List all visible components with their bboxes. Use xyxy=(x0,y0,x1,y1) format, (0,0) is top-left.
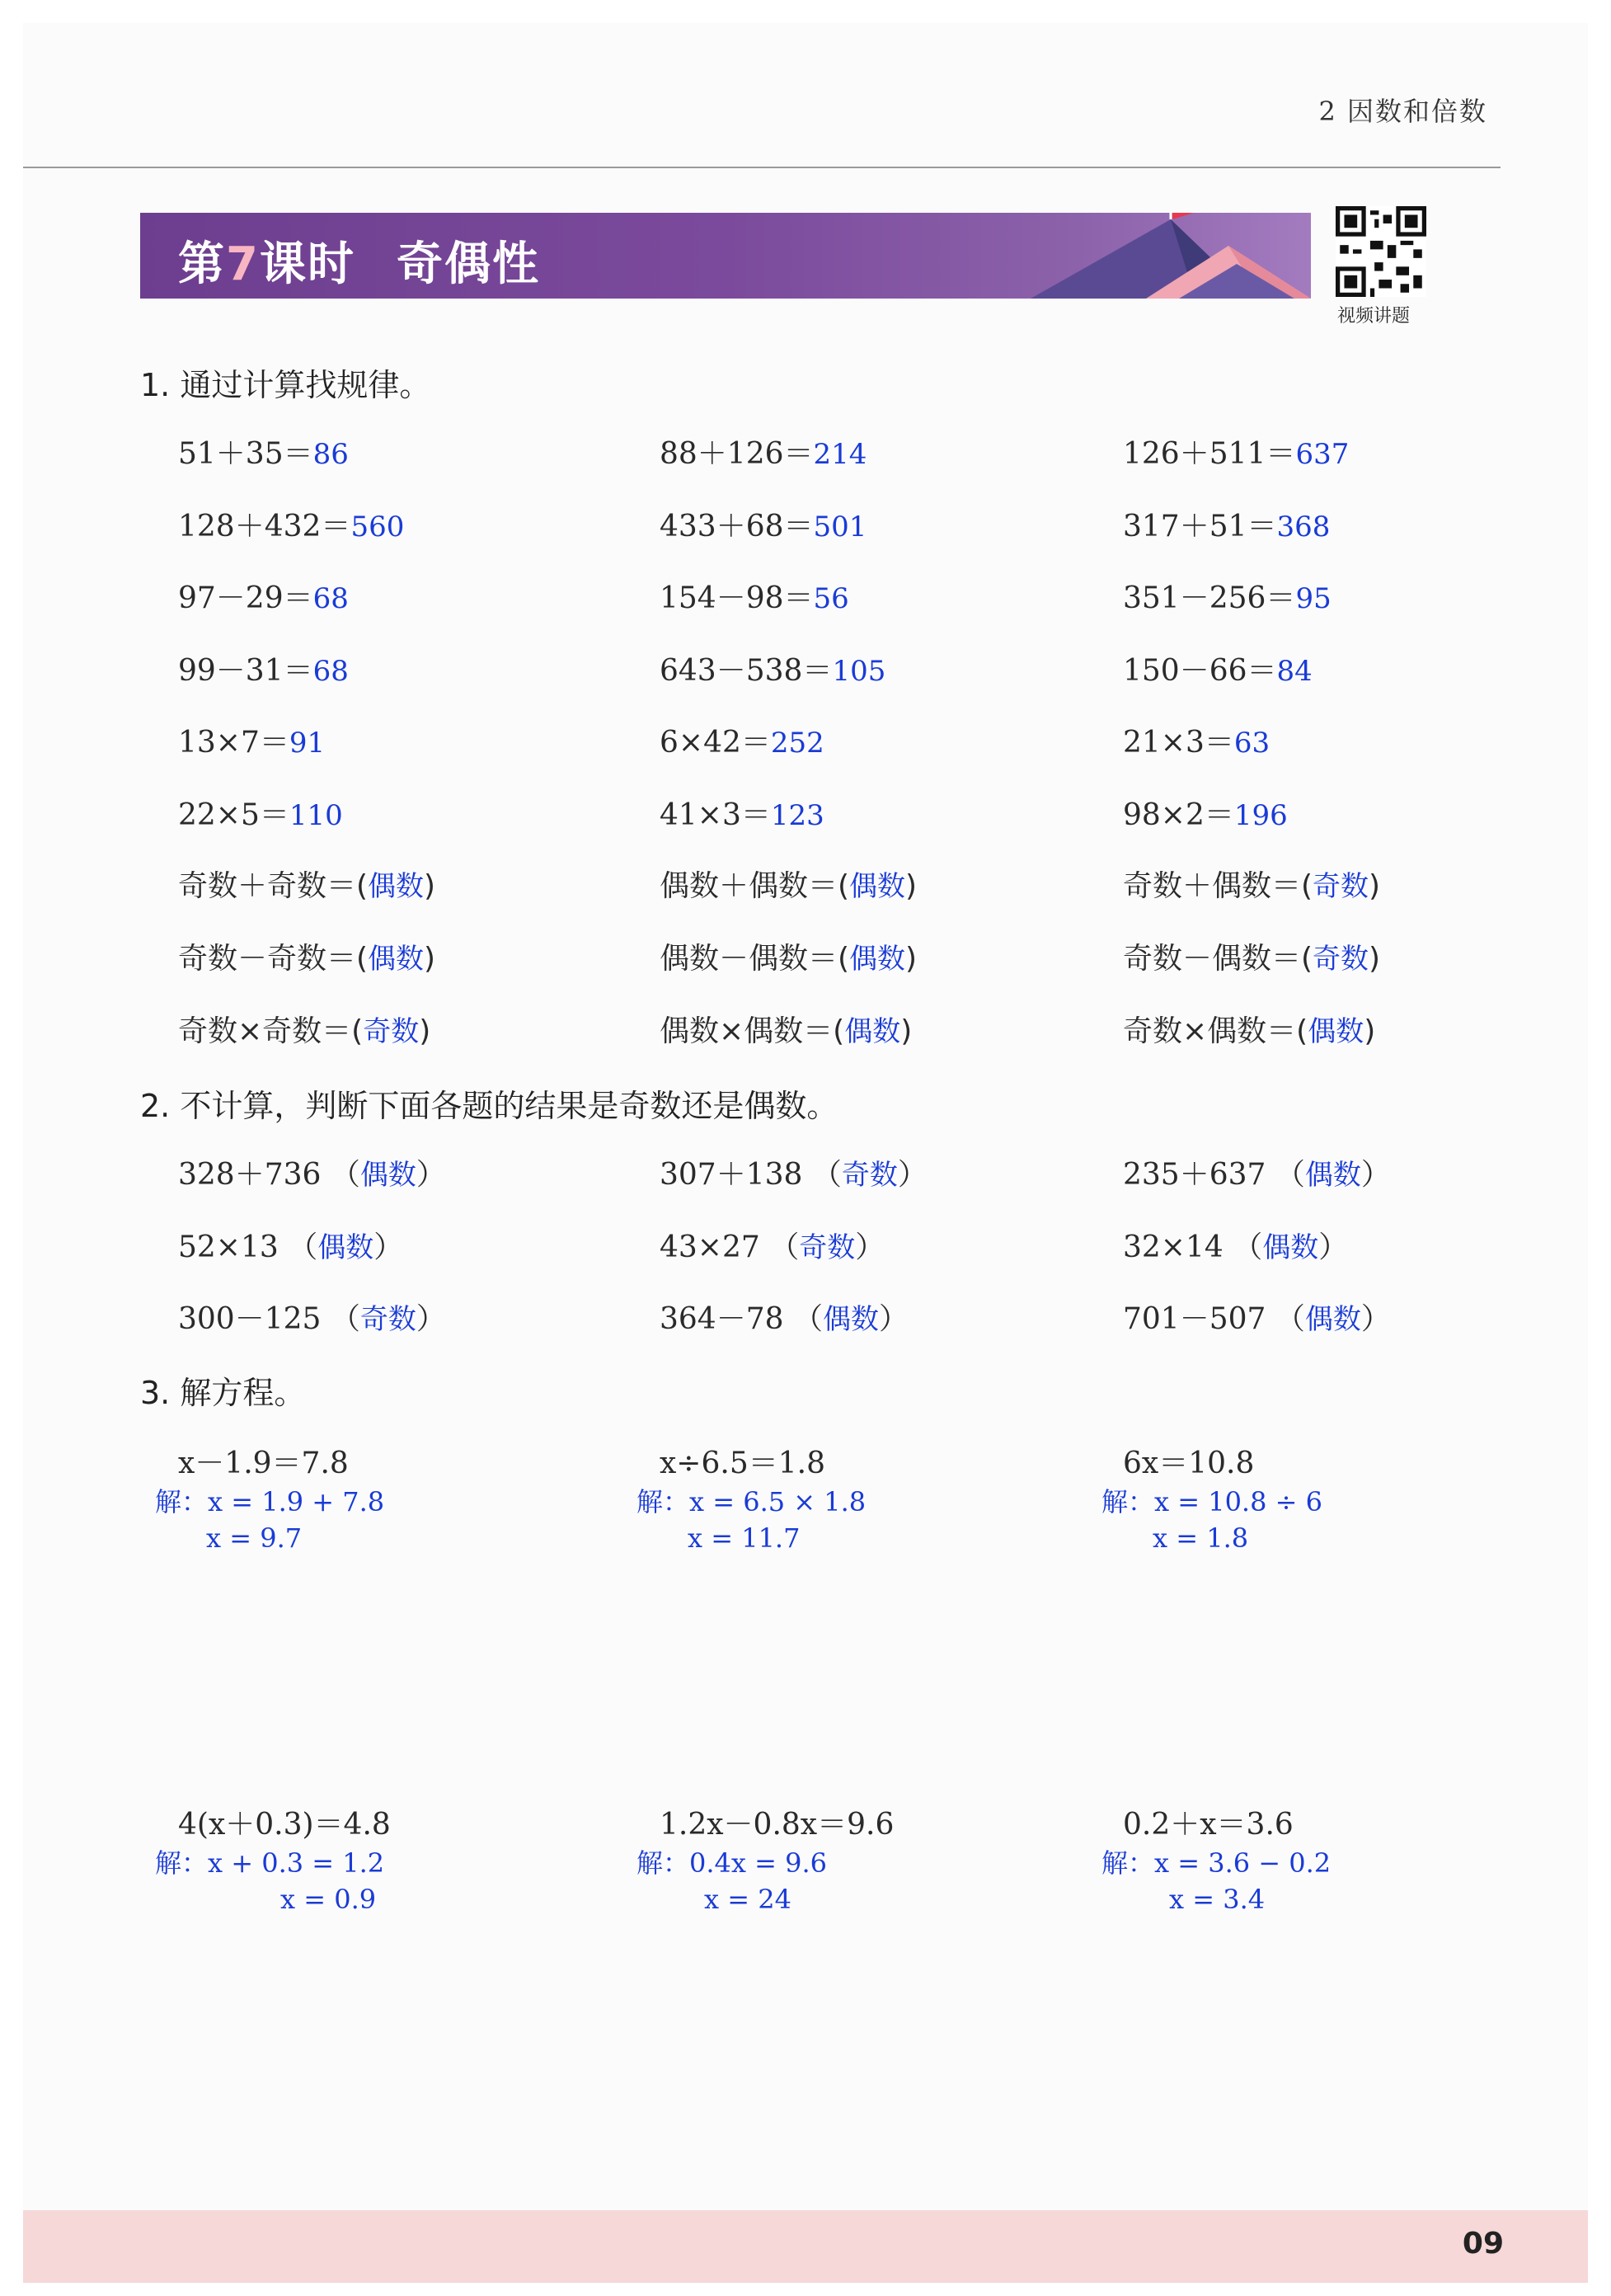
closing-bracket: ） xyxy=(1360,1158,1391,1192)
problem-item xyxy=(660,1296,909,1338)
closing-bracket: ) xyxy=(424,942,436,976)
problem-item xyxy=(660,503,867,545)
closing-bracket: ) xyxy=(1364,1014,1376,1048)
handwritten-answer: 368 xyxy=(1276,510,1331,543)
handwritten-answer: 偶数 xyxy=(317,1230,374,1264)
problem-expression: 433＋68＝ xyxy=(660,509,814,543)
solution-step-1: 解：x = 10.8 ÷ 6 xyxy=(1101,1486,1322,1517)
solution-step-1: 解：x = 6.5 × 1.8 xyxy=(636,1486,867,1517)
solution-step-1: 解：x = 1.9 + 7.8 xyxy=(155,1486,385,1517)
mountain-flag-icon xyxy=(981,213,1311,299)
handwritten-answer: 214 xyxy=(813,438,867,471)
closing-bracket: ) xyxy=(419,1014,431,1048)
closing-bracket: ） xyxy=(373,1230,404,1264)
handwritten-answer: 偶数 xyxy=(849,943,906,976)
closing-bracket: ） xyxy=(855,1230,885,1264)
problem-item xyxy=(1123,575,1332,617)
handwritten-answer: 奇数 xyxy=(1313,943,1369,976)
qr-label: 视频讲题 xyxy=(1337,306,1411,327)
problem-item xyxy=(1123,1151,1391,1193)
problem-item xyxy=(1123,863,1380,905)
problem-expression: 328＋736 （ xyxy=(178,1158,360,1192)
problem-item xyxy=(1123,1224,1348,1266)
handwritten-answer: 奇数 xyxy=(799,1230,856,1264)
closing-bracket: ） xyxy=(416,1302,446,1336)
problem-item xyxy=(178,503,404,545)
problem-item xyxy=(178,935,435,977)
problem-item xyxy=(178,430,349,473)
closing-bracket: ） xyxy=(1318,1230,1349,1264)
problem-item xyxy=(178,1224,403,1266)
problem-expression: 364－78 （ xyxy=(660,1302,823,1336)
problem-item xyxy=(660,1008,912,1050)
closing-bracket: ） xyxy=(416,1158,446,1192)
handwritten-answer: 偶数 xyxy=(359,1159,416,1192)
problem-item xyxy=(1123,719,1270,761)
solution-step-2: x = 11.7 xyxy=(688,1522,801,1554)
problem-expression: 51＋35＝ xyxy=(178,437,313,471)
problem-expression: 22×5＝ xyxy=(178,797,289,832)
problem-item xyxy=(1123,430,1349,473)
problem-expression: 奇数×奇数＝( xyxy=(178,1014,364,1048)
handwritten-answer: 偶数 xyxy=(822,1303,879,1336)
lesson-title: 第7课时 奇偶性 xyxy=(178,238,540,291)
problem-item xyxy=(660,430,867,473)
equation: 4(x＋0.3)＝4.8 xyxy=(178,1808,391,1842)
handwritten-answer: 偶数 xyxy=(1262,1230,1319,1264)
problem-item xyxy=(660,719,824,761)
problem-item xyxy=(660,792,824,834)
closing-bracket: ） xyxy=(1360,1302,1391,1336)
closing-bracket: ） xyxy=(878,1302,909,1336)
solution-step-2: x = 3.4 xyxy=(1169,1884,1266,1915)
handwritten-answer: 偶数 xyxy=(1304,1303,1361,1336)
handwritten-answer: 偶数 xyxy=(1308,1015,1364,1048)
problem-item xyxy=(1123,935,1380,977)
problem-expression: 154－98＝ xyxy=(660,581,814,615)
problem-item xyxy=(660,575,849,617)
closing-bracket: ) xyxy=(905,942,918,976)
equation: 1.2x－0.8x＝9.6 xyxy=(660,1808,895,1842)
problem-item xyxy=(178,575,349,617)
problem-expression: 88＋126＝ xyxy=(660,437,814,471)
qr-code-icon[interactable] xyxy=(1336,206,1426,297)
question-1-title: 1. 通过计算找规律。 xyxy=(140,367,431,403)
handwritten-answer: 偶数 xyxy=(368,870,425,903)
handwritten-answer: 637 xyxy=(1295,438,1350,471)
problem-item xyxy=(1123,503,1330,545)
problem-expression: 317＋51＝ xyxy=(1123,509,1277,543)
equation: 6x＝10.8 xyxy=(1123,1447,1255,1480)
problem-expression: 奇数－偶数＝( xyxy=(1123,942,1313,976)
solution-step-2: x = 24 xyxy=(704,1884,791,1915)
lesson-number: 7 xyxy=(226,238,260,291)
closing-bracket: ) xyxy=(905,869,918,903)
handwritten-answer: 63 xyxy=(1233,727,1270,760)
equation: 0.2＋x＝3.6 xyxy=(1123,1808,1294,1842)
problem-item xyxy=(178,1151,446,1193)
solution-step-2: x = 9.7 xyxy=(206,1522,303,1554)
solution-step-1: 解：x = 3.6 − 0.2 xyxy=(1101,1847,1332,1879)
problem-expression: 43×27 （ xyxy=(660,1230,800,1264)
lesson-banner xyxy=(140,213,1311,299)
problem-expression: 偶数×偶数＝( xyxy=(660,1014,845,1048)
handwritten-answer: 奇数 xyxy=(363,1015,420,1048)
problem-expression: 奇数＋奇数＝( xyxy=(178,869,369,903)
problem-item xyxy=(1123,647,1313,689)
equation: x－1.9＝7.8 xyxy=(178,1447,349,1480)
handwritten-answer: 123 xyxy=(770,798,824,832)
problem-item xyxy=(660,935,917,977)
handwritten-answer: 91 xyxy=(289,727,326,760)
problem-expression: 300－125 （ xyxy=(178,1302,360,1336)
problem-expression: 奇数＋偶数＝( xyxy=(1123,869,1313,903)
problem-item xyxy=(178,1008,430,1050)
footer-band xyxy=(23,2210,1588,2283)
problem-item xyxy=(178,792,343,834)
page-number: 09 xyxy=(1462,2227,1504,2261)
handwritten-answer: 105 xyxy=(832,654,886,688)
solution-step-2: x = 0.9 xyxy=(280,1884,377,1915)
problem-item xyxy=(178,647,349,689)
closing-bracket: ) xyxy=(424,869,436,903)
question-3-title: 3. 解方程。 xyxy=(140,1375,306,1411)
handwritten-answer: 偶数 xyxy=(844,1015,901,1048)
handwritten-answer: 560 xyxy=(350,510,405,543)
handwritten-answer: 196 xyxy=(1233,798,1288,832)
handwritten-answer: 56 xyxy=(813,582,849,615)
problem-expression: 701－507 （ xyxy=(1123,1302,1305,1336)
handwritten-answer: 偶数 xyxy=(368,943,425,976)
handwritten-answer: 偶数 xyxy=(1304,1159,1361,1192)
question-2-title: 2. 不计算，判断下面各题的结果是奇数还是偶数。 xyxy=(140,1088,838,1124)
handwritten-answer: 252 xyxy=(770,727,824,760)
handwritten-answer: 68 xyxy=(312,654,349,688)
problem-expression: 奇数－奇数＝( xyxy=(178,942,369,976)
closing-bracket: ) xyxy=(1369,942,1381,976)
solution-step-1: 解：x + 0.3 = 1.2 xyxy=(155,1847,385,1879)
problem-expression: 351－256＝ xyxy=(1123,581,1296,615)
problem-expression: 126＋511＝ xyxy=(1123,437,1296,471)
handwritten-answer: 奇数 xyxy=(841,1159,898,1192)
handwritten-answer: 奇数 xyxy=(1313,870,1369,903)
equation: x÷6.5＝1.8 xyxy=(660,1447,825,1480)
problem-expression: 6×42＝ xyxy=(660,726,771,760)
problem-expression: 307＋138 （ xyxy=(660,1158,842,1192)
problem-item xyxy=(660,647,885,689)
problem-expression: 643－538＝ xyxy=(660,653,833,688)
solution-step-1: 解：0.4x = 9.6 xyxy=(636,1847,827,1879)
problem-expression: 偶数＋偶数＝( xyxy=(660,869,850,903)
problem-item xyxy=(178,719,325,761)
problem-item xyxy=(660,863,917,905)
problem-expression: 奇数×偶数＝( xyxy=(1123,1014,1308,1048)
closing-bracket: ) xyxy=(900,1014,913,1048)
handwritten-answer: 110 xyxy=(289,798,343,832)
closing-bracket: ） xyxy=(897,1158,928,1192)
problem-expression: 13×7＝ xyxy=(178,726,289,760)
problem-expression: 21×3＝ xyxy=(1123,726,1234,760)
chapter-header: 2 因数和倍数 xyxy=(1318,96,1487,127)
problem-expression: 128＋432＝ xyxy=(178,509,351,543)
problem-item xyxy=(1123,1296,1391,1338)
closing-bracket: ) xyxy=(1369,869,1381,903)
handwritten-answer: 84 xyxy=(1276,654,1313,688)
handwritten-answer: 偶数 xyxy=(849,870,906,903)
problem-item xyxy=(1123,1008,1375,1050)
solution-step-2: x = 1.8 xyxy=(1153,1522,1249,1554)
problem-item xyxy=(1123,792,1288,834)
problem-expression: 41×3＝ xyxy=(660,797,771,832)
problem-item xyxy=(660,1224,885,1266)
problem-item xyxy=(178,863,435,905)
problem-expression: 32×14 （ xyxy=(1123,1230,1263,1264)
problem-expression: 98×2＝ xyxy=(1123,797,1234,832)
handwritten-answer: 95 xyxy=(1295,582,1332,615)
header-divider xyxy=(23,167,1501,168)
problem-expression: 偶数－偶数＝( xyxy=(660,942,850,976)
handwritten-answer: 501 xyxy=(813,510,867,543)
handwritten-answer: 奇数 xyxy=(359,1303,416,1336)
handwritten-answer: 86 xyxy=(312,438,349,471)
problem-expression: 52×13 （ xyxy=(178,1230,318,1264)
problem-expression: 235＋637 （ xyxy=(1123,1158,1305,1192)
problem-expression: 99－31＝ xyxy=(178,653,313,688)
problem-expression: 150－66＝ xyxy=(1123,653,1277,688)
lesson-subject: 奇偶性 xyxy=(396,238,540,291)
problem-expression: 97－29＝ xyxy=(178,581,313,615)
problem-item xyxy=(178,1296,446,1338)
problem-item xyxy=(660,1151,928,1193)
handwritten-answer: 68 xyxy=(312,582,349,615)
